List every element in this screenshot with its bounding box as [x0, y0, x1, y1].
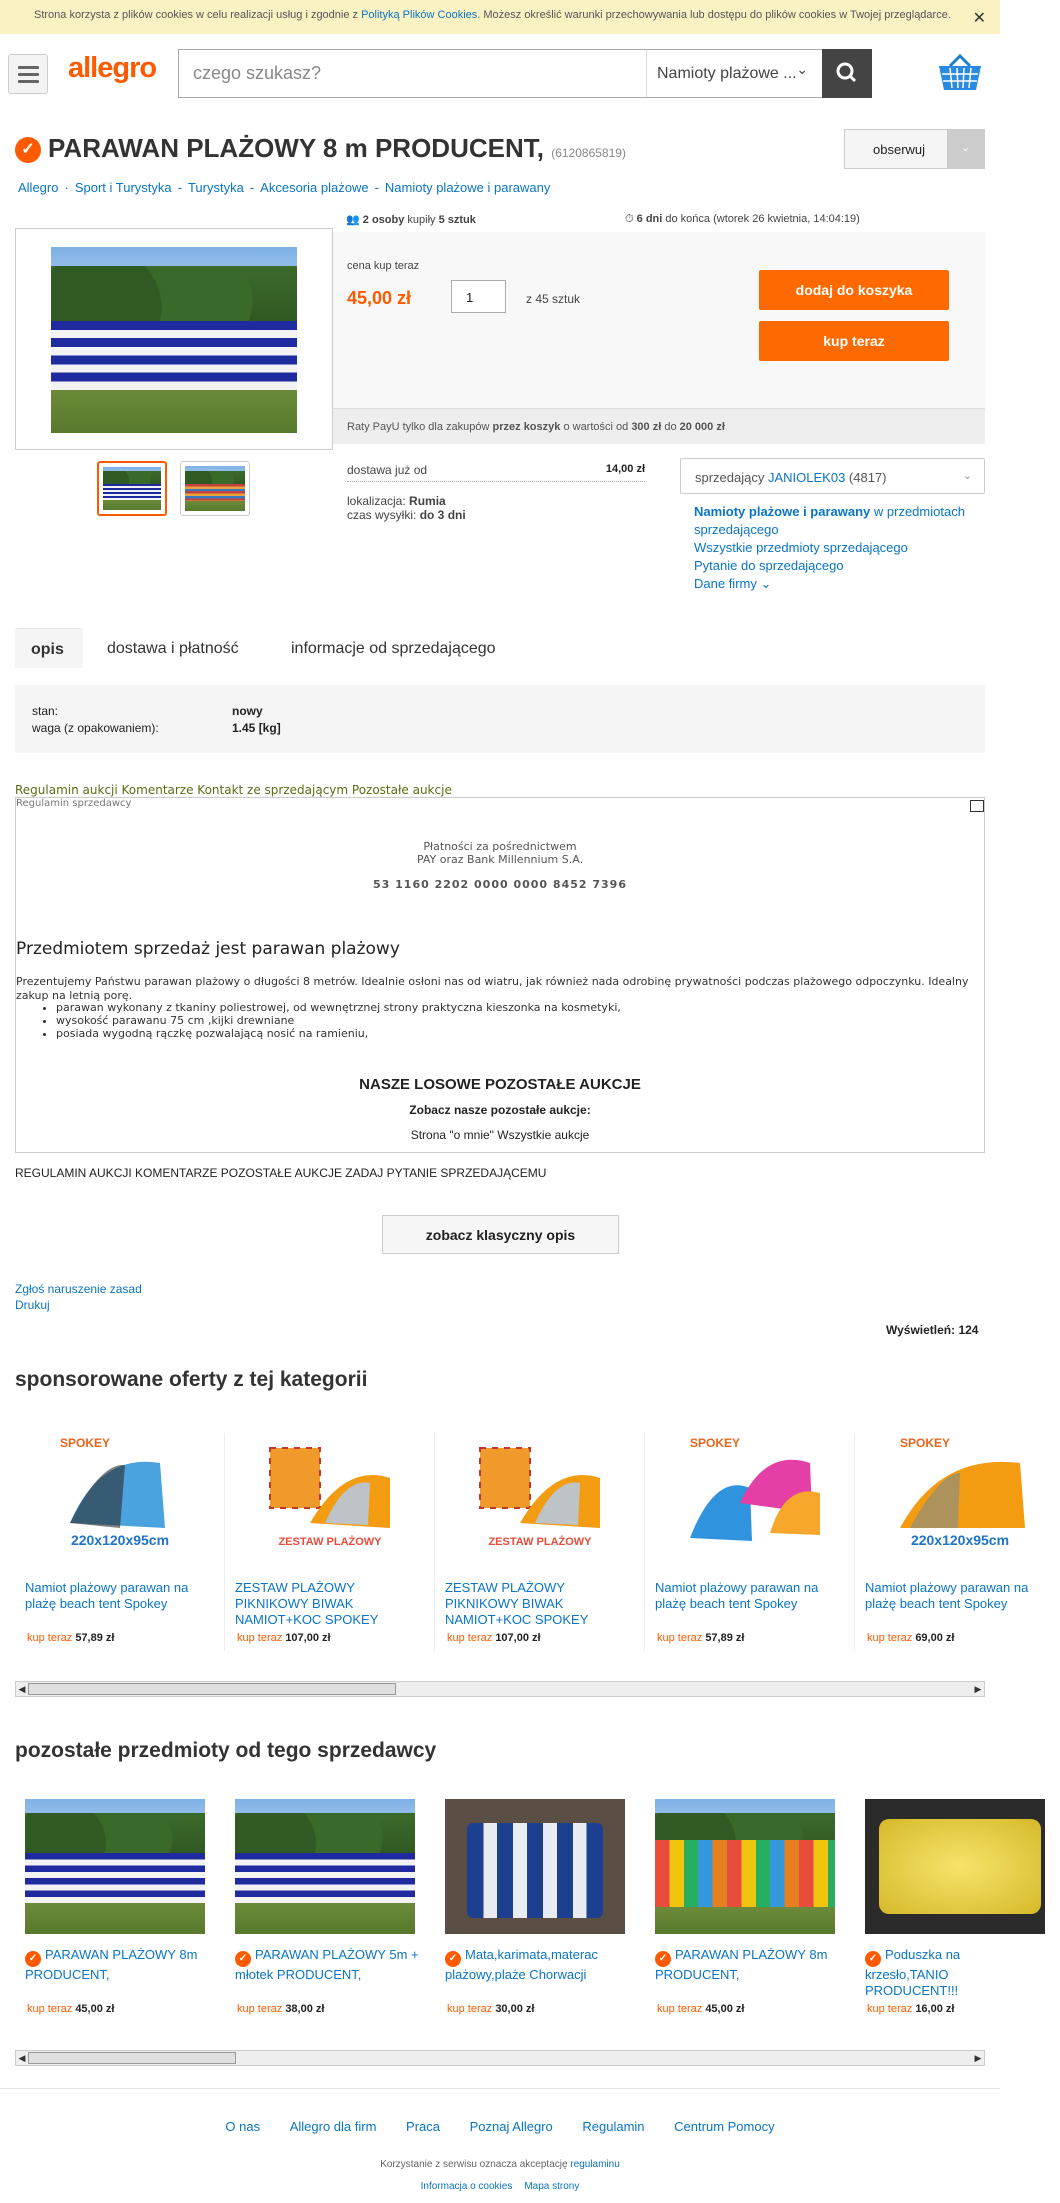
stopwatch-icon: ⏱ — [625, 213, 634, 225]
sitemap-link[interactable]: Mapa strony — [524, 2181, 580, 2192]
sponsored-scrollbar[interactable] — [15, 1681, 985, 1697]
seller-item-card[interactable] — [15, 1799, 225, 2024]
seller-links — [694, 503, 984, 593]
basket-icon[interactable] — [936, 52, 984, 94]
product-image — [655, 1799, 835, 1934]
company-data-link[interactable]: Dane firmy ⌄ — [694, 576, 772, 591]
card-price — [27, 1632, 114, 1644]
scrollbar-thumb[interactable] — [28, 1683, 396, 1695]
terms-text: Korzystanie z serwisu oznacza akceptację — [380, 2159, 571, 2170]
sponsored-card[interactable] — [855, 1433, 1029, 1651]
price: 107,00 zł — [285, 1632, 331, 1644]
main-image[interactable] — [15, 228, 333, 450]
category-select[interactable] — [646, 50, 822, 97]
tab-seller-info[interactable]: informacje od sprzedającego — [291, 640, 496, 657]
thumbnail-1[interactable] — [97, 461, 167, 516]
footer-small-links — [0, 2181, 1000, 2192]
seller-item-card[interactable] — [225, 1799, 435, 2024]
seller-item-card[interactable] — [855, 1799, 985, 2024]
payu-text: o wartości od — [560, 421, 632, 433]
footer-link[interactable]: Praca — [406, 2119, 441, 2134]
card-title[interactable]: Namiot plażowy parawan na plażę beach tent Spokey — [25, 1580, 189, 1611]
feature-list — [56, 1001, 621, 1040]
product-image — [25, 1799, 205, 1934]
page-title — [48, 133, 626, 164]
product-image — [670, 1433, 830, 1553]
svg-text:SPOKEY: SPOKEY — [900, 1436, 951, 1450]
product-image-banner: ZESTAW PLAŻOWY — [488, 1536, 592, 1548]
random-auctions-heading: NASZE LOSOWE POZOSTAŁE AUKCJE — [359, 1076, 641, 1093]
card-title-text: Mata,karimata,materac plażowy,plaże Chorwacji — [445, 1947, 598, 1982]
payment-info — [16, 840, 984, 866]
product-image — [460, 1433, 620, 1553]
cookie-text-2: . Możesz określić warunki przechowywania lub dostępu do plików cookies w Twojej przeglądarce. — [477, 9, 951, 21]
payment-line-2: PAY oraz Bank Millennium S.A. — [416, 853, 584, 866]
about-links[interactable]: Strona "o mnie" Wszystkie aukcje — [410, 1128, 590, 1142]
thumbnail-2[interactable] — [180, 461, 250, 516]
card-price — [657, 1632, 744, 1644]
price: 45,00 zł — [705, 2003, 745, 2015]
seller-all-items-link[interactable]: Wszystkie przedmioty sprzedającego — [694, 540, 908, 555]
footer-link[interactable]: O nas — [225, 2119, 261, 2134]
seller-item-card[interactable] — [435, 1799, 645, 2024]
product-image — [235, 1799, 415, 1934]
buy-now-button[interactable]: kup teraz — [759, 321, 949, 361]
product-image-banner: 220x120x95cm — [910, 1532, 1010, 1548]
allegro-logo[interactable]: allegro — [68, 52, 157, 84]
price: 57,89 zł — [75, 1632, 115, 1644]
card-title[interactable] — [25, 1947, 220, 1983]
cookie-policy-link[interactable]: Polityką Plików Cookies — [361, 9, 478, 21]
chevron-down-icon[interactable]: ⌄ — [947, 130, 984, 168]
tab-delivery[interactable]: dostawa i płatność — [107, 640, 239, 657]
sponsored-card[interactable] — [435, 1433, 645, 1651]
card-title[interactable]: ZESTAW PLAŻOWY PIKNIKOWY BIWAK NAMIOT+KOC SPOKEY — [445, 1580, 589, 1627]
buyers-text: kupiły — [404, 214, 439, 226]
payu-max: 20 000 zł — [679, 421, 725, 433]
seller-name[interactable]: JANIOLEK03 — [767, 470, 846, 485]
buy-now-label: kup teraz — [867, 1632, 913, 1644]
card-title-text: PARAWAN PLAŻOWY 8m PRODUCENT, — [655, 1947, 828, 1982]
ask-seller-link[interactable]: Pytanie do sprzedającego — [694, 558, 844, 573]
buyers-info — [346, 213, 476, 226]
breadcrumb-item[interactable]: Sport i Turystyka — [74, 180, 172, 195]
shipping-label: czas wysyłki: — [347, 508, 420, 522]
ends-days: 6 dni — [636, 213, 663, 225]
classic-description-button[interactable]: zobacz klasyczny opis — [382, 1215, 619, 1254]
payu-info — [333, 408, 985, 444]
cookies-info-link[interactable]: Informacja o cookies — [420, 2181, 513, 2192]
super-seller-icon: ✓ — [235, 1951, 251, 1967]
price: 45,00 zł — [347, 288, 412, 308]
scroll-left-icon[interactable]: ◀ — [18, 2053, 26, 2063]
card-price — [867, 2003, 954, 2015]
product-image — [40, 1433, 200, 1553]
description-nav[interactable]: Regulamin aukcji Komentarze Kontakt ze sprzedającym Pozostałe aukcje — [15, 783, 452, 797]
minimize-icon[interactable] — [970, 800, 984, 812]
seller-item-card[interactable] — [645, 1799, 855, 2024]
buyers-count: 2 osoby — [362, 214, 405, 226]
card-title[interactable]: Namiot plażowy parawan na plażę beach tent Spokey — [655, 1580, 819, 1611]
hamburger-icon[interactable] — [8, 54, 48, 94]
super-seller-icon: ✓ — [655, 1951, 671, 1967]
list-item: • wysokość parawanu 75 cm ,kijki drewniane — [56, 1014, 621, 1027]
buy-now-label: kup teraz — [447, 1632, 493, 1644]
cookie-bar — [0, 0, 1000, 34]
seller-rating: (4817) — [845, 470, 887, 485]
follow-label: obserwuj — [873, 142, 926, 157]
tab-description[interactable]: opis — [15, 628, 83, 668]
buy-now-label: kup teraz — [237, 1632, 283, 1644]
card-title-text: PARAWAN PLAŻOWY 5m + młotek PRODUCENT, — [235, 1947, 419, 1982]
follow-button[interactable] — [844, 129, 985, 169]
search-button[interactable] — [822, 49, 872, 98]
list-item: • posiada wygodną rączkę pozwalającą nosić na ramieniu, — [56, 1027, 621, 1040]
payu-min: 300 zł — [631, 421, 662, 433]
seller-category-rest: w przedmiotach sprzedającego — [694, 504, 965, 537]
tab-bar — [15, 628, 985, 668]
category-select-value: Namioty plażowe ... — [657, 65, 797, 82]
search-bar — [178, 49, 872, 98]
footer-link[interactable]: Centrum Pomocy — [674, 2119, 775, 2134]
footer-link[interactable]: Regulamin — [582, 2119, 645, 2134]
footer-link[interactable]: Allegro dla firm — [289, 2119, 377, 2134]
payu-bold: przez koszyk — [492, 421, 561, 433]
add-to-cart-button[interactable]: dodaj do koszyka — [759, 270, 949, 310]
price: 107,00 zł — [495, 1632, 541, 1644]
seller-category-link[interactable] — [694, 504, 965, 537]
spec-label: stan: — [32, 704, 59, 718]
breadcrumb-item[interactable]: Allegro — [18, 180, 59, 195]
seller-items-scrollbar[interactable] — [15, 2050, 985, 2066]
svg-text:SPOKEY: SPOKEY — [690, 1436, 741, 1450]
card-title[interactable]: ZESTAW PLAŻOWY PIKNIKOWY BIWAK NAMIOT+KOC SPOKEY — [235, 1580, 379, 1627]
delivery-price: 14,00 zł — [605, 463, 645, 475]
ends-text: do końca (wtorek 26 kwietnia, 14:04:19) — [662, 213, 860, 225]
buyers-qty: 5 sztuk — [438, 214, 476, 226]
buy-box — [333, 232, 985, 408]
svg-text:SPOKEY: SPOKEY — [60, 1436, 111, 1450]
report-violation-link[interactable]: Zgłoś naruszenie zasad — [15, 1282, 142, 1296]
card-price — [657, 2003, 744, 2015]
product-image — [250, 1433, 410, 1553]
spec-label: waga (z opakowaniem): — [32, 721, 159, 735]
super-seller-icon: ✓ — [865, 1951, 881, 1967]
search-input[interactable]: czego szukasz? — [193, 63, 322, 83]
card-title[interactable] — [445, 1947, 640, 1983]
product-image — [880, 1433, 1040, 1553]
buy-now-label: kup teraz — [657, 2003, 703, 2015]
seller-category-bold: Namioty plażowe i parawany — [694, 504, 871, 519]
bank-account: 53 1160 2202 0000 0000 8452 7396 — [373, 878, 627, 891]
terms-note — [0, 2159, 1000, 2170]
location: Rumia — [409, 494, 446, 508]
super-seller-icon: ✓ — [15, 137, 41, 163]
product-photo — [51, 247, 297, 433]
print-link[interactable]: Drukuj — [15, 1298, 50, 1312]
super-seller-icon: ✓ — [445, 1951, 461, 1967]
shipping-info — [347, 463, 645, 522]
scroll-left-icon[interactable]: ◀ — [18, 1684, 26, 1694]
payment-line-1: Płatności za pośrednictwem — [423, 840, 577, 853]
breadcrumb-item[interactable]: Namioty plażowe i parawany — [384, 180, 551, 195]
delivery-label[interactable]: dostawa już od — [347, 463, 428, 477]
buy-now-label: kup teraz — [27, 2003, 73, 2015]
price-label: cena kup teraz — [347, 260, 420, 272]
list-item: • parawan wykonany z tkaniny poliestrowej, od wewnętrznej strony praktyczna kieszonka na kosmetyki, — [56, 1001, 621, 1014]
description-box — [15, 797, 985, 1153]
footer-link[interactable]: Poznaj Allegro — [469, 2119, 553, 2134]
shipping-time: do 3 dni — [419, 508, 466, 522]
report-links — [15, 1281, 142, 1313]
spec-value: 1.45 [kg] — [232, 721, 281, 735]
product-image — [865, 1799, 1045, 1934]
price: 16,00 zł — [915, 2003, 955, 2015]
search-icon — [822, 49, 872, 98]
buy-now-label: kup teraz — [447, 2003, 493, 2015]
chevron-down-icon: ⌄ — [962, 470, 972, 482]
footer-links — [0, 2119, 1000, 2134]
price: 30,00 zł — [495, 2003, 535, 2015]
product-image — [445, 1799, 625, 1934]
close-icon[interactable]: ✕ — [972, 10, 986, 27]
terms-link[interactable]: regulaminu — [570, 2159, 620, 2170]
sponsored-card[interactable] — [225, 1433, 435, 1651]
scroll-right-icon[interactable]: ▶ — [974, 1684, 982, 1694]
description-paragraph: Prezentujemy Państwu parawan plażowy o długości 8 metrów. Idealnie osłoni nas od wiatru, jak również nada odrobinę prywatności podczas plażowego odpoczynku. Idealny zakup na letnią porę. — [16, 975, 969, 1002]
card-title[interactable] — [655, 1947, 850, 1983]
chevron-down-icon: ⌄ — [796, 61, 808, 77]
description-heading: Przedmiotem sprzedaż jest parawan plażowy — [16, 939, 400, 959]
buy-now-label: kup teraz — [237, 2003, 283, 2015]
seller-label: sprzedający — [695, 470, 768, 485]
specs-table — [15, 685, 985, 753]
card-price — [237, 1632, 331, 1644]
sponsored-card[interactable] — [15, 1433, 225, 1651]
description-bottom-nav[interactable]: REGULAMIN AUKCJI KOMENTARZE POZOSTAŁE AUKCJE ZADAJ PYTANIE SPRZEDAJĄCEMU — [15, 1166, 547, 1180]
card-title-text: Poduszka na krzesło,TANIO PRODUCENT!!! — [865, 1947, 961, 1998]
location-label: lokalizacja: — [347, 494, 410, 508]
price: 38,00 zł — [285, 2003, 325, 2015]
footer — [0, 2088, 1000, 2203]
product-image-banner: 220x120x95cm — [70, 1532, 170, 1548]
view-count: Wyświetleń: 124 — [886, 1323, 979, 1337]
card-price — [447, 2003, 534, 2015]
breadcrumb-item[interactable]: Turystyka — [187, 180, 244, 195]
card-price — [237, 2003, 324, 2015]
stock-count: z 45 sztuk — [526, 292, 581, 306]
payu-text: Raty PayU tylko dla zakupów — [347, 421, 493, 433]
card-title[interactable] — [865, 1947, 985, 1999]
offer-id: (6120865819) — [551, 146, 626, 160]
sponsored-heading: sponsorowane oferty z tej kategorii — [15, 1368, 368, 1391]
buy-now-label: kup teraz — [27, 1632, 73, 1644]
sponsored-card[interactable] — [645, 1433, 855, 1651]
breadcrumb: Allegro · Sport i Turystyka - Turystyka - Akcesoria plażowe - Namioty plażowe i parawany — [18, 180, 551, 195]
product-image-banner: ZESTAW PLAŻOWY — [278, 1536, 382, 1548]
price: 45,00 zł — [75, 2003, 115, 2015]
price: 57,89 zł — [705, 1632, 745, 1644]
people-icon: 👥 — [346, 214, 360, 226]
see-auctions-label: Zobacz nasze pozostałe aukcje: — [409, 1103, 591, 1117]
card-price — [27, 2003, 114, 2015]
quantity-input[interactable]: 1 — [451, 280, 506, 313]
buy-now-label: kup teraz — [657, 1632, 703, 1644]
seller-dropdown[interactable] — [680, 458, 985, 494]
price: 69,00 zł — [915, 1632, 955, 1644]
card-price — [447, 1632, 541, 1644]
end-time — [625, 213, 860, 226]
cookie-text: Strona korzysta z plików cookies w celu realizacji usług i zgodnie z — [34, 9, 362, 21]
spec-value: nowy — [232, 704, 263, 718]
card-price — [867, 1632, 954, 1644]
description-box-header: Regulamin sprzedawcy — [16, 798, 132, 809]
breadcrumb-item[interactable]: Akcesoria plażowe — [260, 180, 369, 195]
card-title[interactable] — [235, 1947, 430, 1983]
payu-text: do — [661, 421, 680, 433]
scrollbar-thumb[interactable] — [28, 2052, 236, 2064]
scroll-right-icon[interactable]: ▶ — [974, 2053, 982, 2063]
other-items-heading: pozostałe przedmioty od tego sprzedawcy — [15, 1739, 437, 1762]
buy-now-label: kup teraz — [867, 2003, 913, 2015]
card-title[interactable]: Namiot plażowy parawan na plażę beach tent Spokey — [865, 1580, 1029, 1611]
offer-title: PARAWAN PLAŻOWY 8 m PRODUCENT, — [48, 133, 544, 163]
card-title-text: PARAWAN PLAŻOWY 8m PRODUCENT, — [25, 1947, 198, 1982]
super-seller-icon: ✓ — [25, 1951, 41, 1967]
